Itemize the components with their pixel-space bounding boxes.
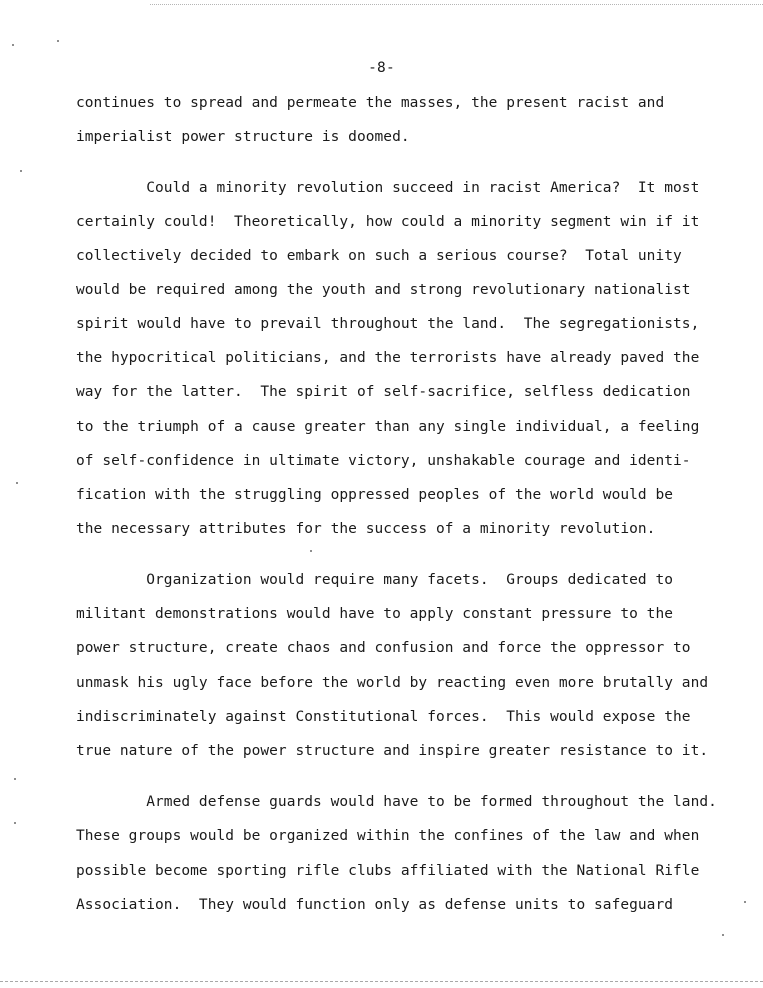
text-line: fication with the struggling oppressed peoples of the world would be: [76, 487, 674, 503]
scan-speck: [722, 934, 724, 936]
text-line: way for the latter. The spirit of self-sacrifice, selfless dedication: [76, 384, 691, 400]
text-line: indiscriminately against Constitutional forces. This would expose the: [76, 709, 691, 725]
text-line: certainly could! Theoretically, how could a minority segment win if it: [76, 214, 700, 230]
scan-speck: [744, 901, 746, 903]
scan-speck: [16, 482, 18, 484]
text-line: the hypocritical politicians, and the terrorists have already paved the: [76, 350, 700, 366]
text-line: spirit would have to prevail throughout the land. The segregationists,: [76, 316, 700, 332]
scan-speck: [57, 40, 59, 42]
text-line: Organization would require many facets. Groups dedicated to: [76, 572, 674, 588]
top-scan-border: [150, 4, 763, 5]
scan-speck: [20, 170, 22, 172]
text-line: true nature of the power structure and inspire greater resistance to it.: [76, 743, 709, 759]
bottom-scan-border: [0, 981, 763, 982]
text-line: would be required among the youth and strong revolutionary nationalist: [76, 282, 691, 298]
text-line: continues to spread and permeate the masses, the present racist and: [76, 95, 665, 111]
scan-speck: [14, 778, 16, 780]
scan-speck: [14, 822, 16, 824]
text-line: the necessary attributes for the success of a minority revolution.: [76, 521, 656, 537]
text-line: collectively decided to embark on such a serious course? Total unity: [76, 248, 682, 264]
text-line: unmask his ugly face before the world by reacting even more brutally and: [76, 675, 709, 691]
text-line: possible become sporting rifle clubs affiliated with the National Rifle: [76, 863, 700, 879]
text-line: These groups would be organized within the confines of the law and when: [76, 828, 700, 844]
text-line: of self-confidence in ultimate victory, unshakable courage and identi-: [76, 453, 691, 469]
text-line: to the triumph of a cause greater than any single individual, a feeling: [76, 419, 700, 435]
scan-speck: [12, 44, 14, 46]
text-line: militant demonstrations would have to apply constant pressure to the: [76, 606, 674, 622]
text-line: Association. They would function only as defense units to safeguard: [76, 897, 674, 913]
scan-speck: [310, 550, 312, 552]
text-line: imperialist power structure is doomed.: [76, 129, 410, 145]
text-line: Armed defense guards would have to be formed throughout the land.: [76, 794, 717, 810]
page-number: -8-: [368, 60, 395, 76]
text-line: Could a minority revolution succeed in racist America? It most: [76, 180, 700, 196]
text-line: power structure, create chaos and confusion and force the oppressor to: [76, 640, 691, 656]
